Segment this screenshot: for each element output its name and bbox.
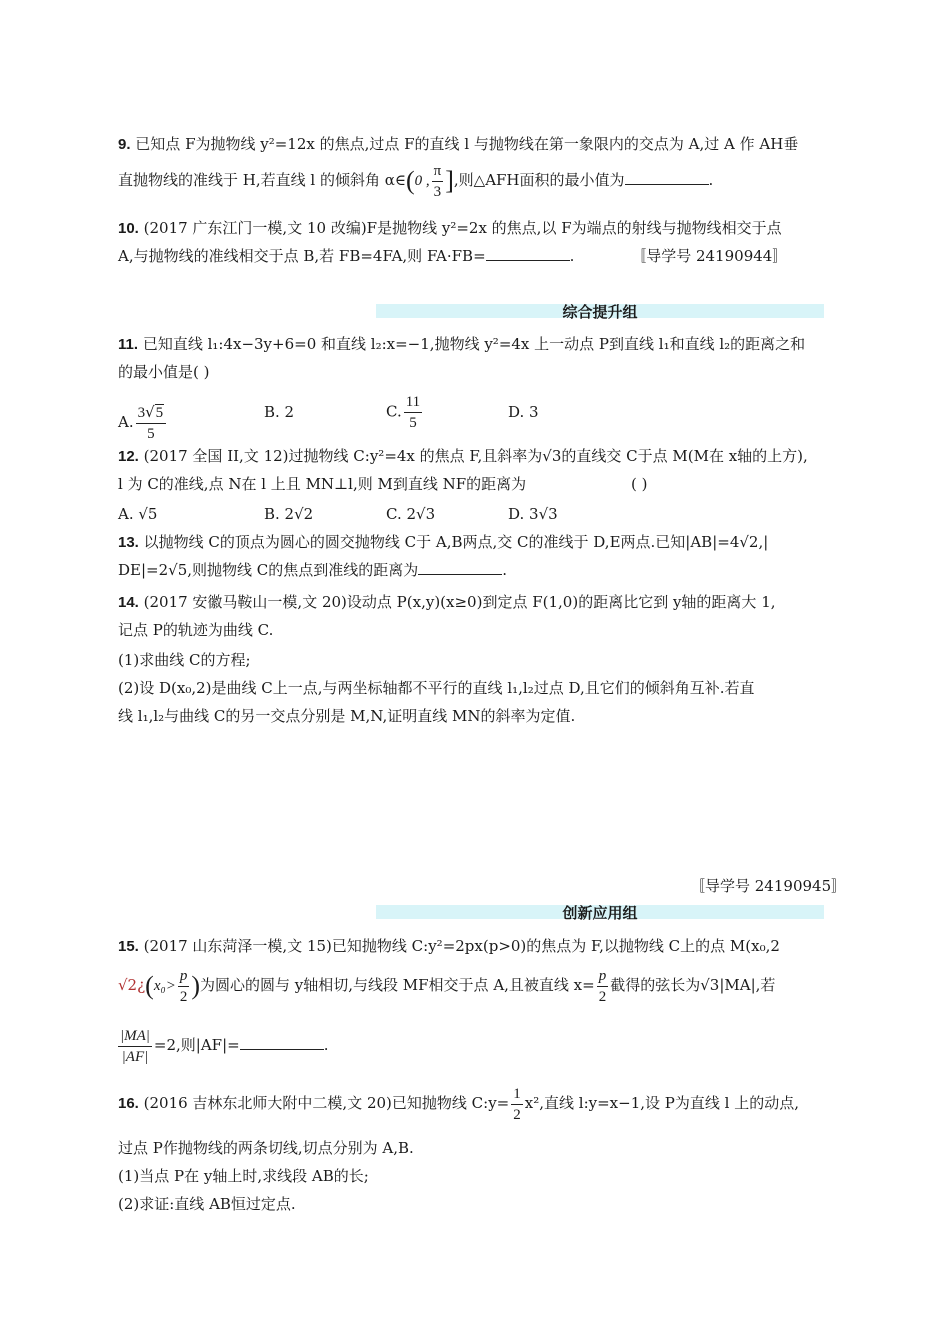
q12-option-c[interactable]: C. 2√3 — [386, 505, 436, 523]
q14-line2 — [118, 620, 273, 640]
q11-option-b[interactable]: B. 2 — [264, 403, 295, 421]
q9-number: 9. — [118, 136, 131, 153]
q16-part1: (1)当点 P在 y轴上时,求线段 AB的长; — [118, 1167, 369, 1185]
q15-text-1: (2017 山东菏泽一模,文 15)已知抛物线 C:y²=2px(p>0)的焦点为 F,以抛物线 C上的点 M(x₀,2 — [143, 937, 780, 955]
q9-fraction: $\frac{\pi}{3}$ — [433, 162, 442, 200]
q15-text-3: =2,则|AF|= — [153, 1036, 240, 1054]
q15-line2: √2¿(x₀> $\frac{p}{2}$ )为圆心的圆与 y轴相切,与线段 MF相交于点 A,且被直线 x= $\frac{p}{2}$ 截得的弦长为√3|MA|,若 — [118, 967, 776, 1005]
q13-number: 13. — [118, 534, 139, 551]
q11-line1 — [118, 334, 805, 355]
q10-answer-blank[interactable] — [486, 246, 570, 261]
q13-answer-blank[interactable] — [418, 560, 502, 575]
q14-number: 14. — [118, 594, 139, 611]
q10-line2: A,与抛物线的准线相交于点 B,若 FB=4FA,则 FA·FB= . 〚导学号 24190944〛 — [118, 247, 788, 265]
q10-line1 — [118, 218, 782, 239]
q13-text-1: 以抛物线 C的顶点为圆心的圆交抛物线 C于 A,B两点,交 C的准线于 D,E两点.已知|AB|=4√2,| — [143, 533, 769, 551]
q12-number: 12. — [118, 448, 139, 465]
q9-line1 — [118, 134, 798, 155]
q16-number: 16. — [118, 1095, 139, 1112]
q15-number: 15. — [118, 938, 139, 955]
q11-option-c[interactable]: C. $\frac{11}{5}$ — [386, 394, 421, 431]
q15-line1 — [118, 936, 780, 957]
q16-line2: 过点 P作抛物线的两条切线,切点分别为 A,B. — [118, 1139, 414, 1157]
q16-part2: (2)求证:直线 AB恒过定点. — [118, 1195, 296, 1213]
q14-text-2: 记点 P的轨迹为曲线 C. — [118, 621, 274, 639]
section-header-comprehensive — [376, 304, 824, 321]
q15-text-2d: 截得的弦长为√3|MA|,若 — [610, 976, 776, 994]
q15-text-2c: 为圆心的圆与 y轴相切,与线段 MF相交于点 A,且被直线 x= — [200, 976, 595, 994]
q15-line3: $\frac{|MA|}{|AF|}$ =2,则|AF|= . — [120, 1027, 329, 1065]
q11-option-d[interactable]: D. 3 — [508, 403, 539, 421]
q12-option-d[interactable]: D. 3√3 — [508, 505, 558, 523]
q11-line2 — [118, 362, 209, 382]
q14-part2a: (2)设 D(x₀,2)是曲线 C上一点,与两坐标轴都不平行的直线 l₁,l₂过点 D,且它们的倾斜角互补.若直 — [118, 679, 755, 697]
q10-ref: 〚导学号 24190944〛 — [631, 247, 788, 265]
q15-text-2b: x₀> — [153, 978, 176, 994]
q16-text-1b: x²,直线 l:y=x−1,设 P为直线 l 上的动点, — [524, 1094, 799, 1112]
q13-line1 — [118, 532, 768, 553]
q9-text-2a: 直抛物线的准线于 H,若直线 l 的倾斜角 α∈ — [118, 171, 406, 189]
q12-line1 — [118, 446, 808, 467]
q11-option-a[interactable]: A. $\frac{3√5}{5}$ — [118, 402, 168, 444]
q14-line1 — [118, 592, 776, 613]
q14-ref: 〚导学号 24190945〛 — [690, 877, 847, 895]
q14-text-1: (2017 安徽马鞍山一模,文 20)设动点 P(x,y)(x≥0)到定点 F(1,0)的距离比它到 y轴的距离大 1, — [143, 593, 776, 611]
q12-option-b[interactable]: B. 2√2 — [264, 505, 314, 523]
section-title: 综合提升组 — [562, 304, 638, 321]
section-header-innovation — [376, 905, 824, 922]
q13-text-2: DE|=2√5,则抛物线 C的焦点到准线的距离为 — [118, 561, 419, 579]
q15-answer-blank[interactable] — [240, 1035, 324, 1050]
section-title: 创新应用组 — [562, 905, 638, 922]
q10-text-2: A,与抛物线的准线相交于点 B,若 FB=4FA,则 FA·FB= — [118, 247, 486, 265]
q12-text-2: l 为 C的准线,点 N在 l 上且 MN⊥l,则 M到直线 NF的距离为 — [118, 475, 527, 493]
q9-text-2b: ,则△AFH面积的最小值为 — [453, 171, 625, 189]
q10-text-1: (2017 广东江门一模,文 10 改编)F是抛物线 y²=2x 的焦点,以 F为端点的射线与抛物线相交于点 — [143, 219, 782, 237]
q11-number: 11. — [118, 336, 139, 353]
q12-answer-paren[interactable]: ( ) — [630, 475, 648, 493]
q14-part2b: 线 l₁,l₂与曲线 C的另一交点分别是 M,N,证明直线 MN的斜率为定值. — [118, 707, 576, 725]
q9-text-1: 已知点 F为抛物线 y²=12x 的焦点,过点 F的直线 l 与抛物线在第一象限内的交点为 A,过 A 作 AH垂 — [135, 135, 799, 153]
q9-line2: 直抛物线的准线于 H,若直线 l 的倾斜角 α∈(0 , $\frac{\pi}{3}$ ],则△AFH面积的最小值为 . — [118, 162, 714, 200]
q9-answer-blank[interactable] — [625, 170, 709, 185]
q16-line1: 16. (2016 吉林东北师大附中二模,文 20)已知抛物线 C:y= $\frac{1}{2}$ x²,直线 l:y=x−1,设 P为直线 l 上的动点, — [118, 1085, 799, 1123]
q12-text-1: (2017 全国 II,文 12)过抛物线 C:y²=4x 的焦点 F,且斜率为√3的直线交 C于点 M(M在 x轴的上方), — [143, 447, 808, 465]
q13-line2: DE|=2√5,则抛物线 C的焦点到准线的距离为 . — [118, 561, 508, 579]
q12-option-a[interactable]: A. √5 — [118, 505, 158, 523]
q11-text-2: 的最小值是( ) — [118, 363, 210, 381]
q16-text-1a: (2016 吉林东北师大附中二模,文 20)已知抛物线 C:y= — [143, 1094, 510, 1112]
q15-text-2a: √2¿ — [118, 976, 146, 994]
q14-part1: (1)求曲线 C的方程; — [118, 651, 251, 669]
q10-number: 10. — [118, 220, 139, 237]
q12-line2 — [118, 474, 647, 494]
q11-text-1: 已知直线 l₁:4x−3y+6=0 和直线 l₂:x=−1,抛物线 y²=4x 上一动点 P到直线 l₁和直线 l₂的距离之和 — [142, 335, 806, 353]
